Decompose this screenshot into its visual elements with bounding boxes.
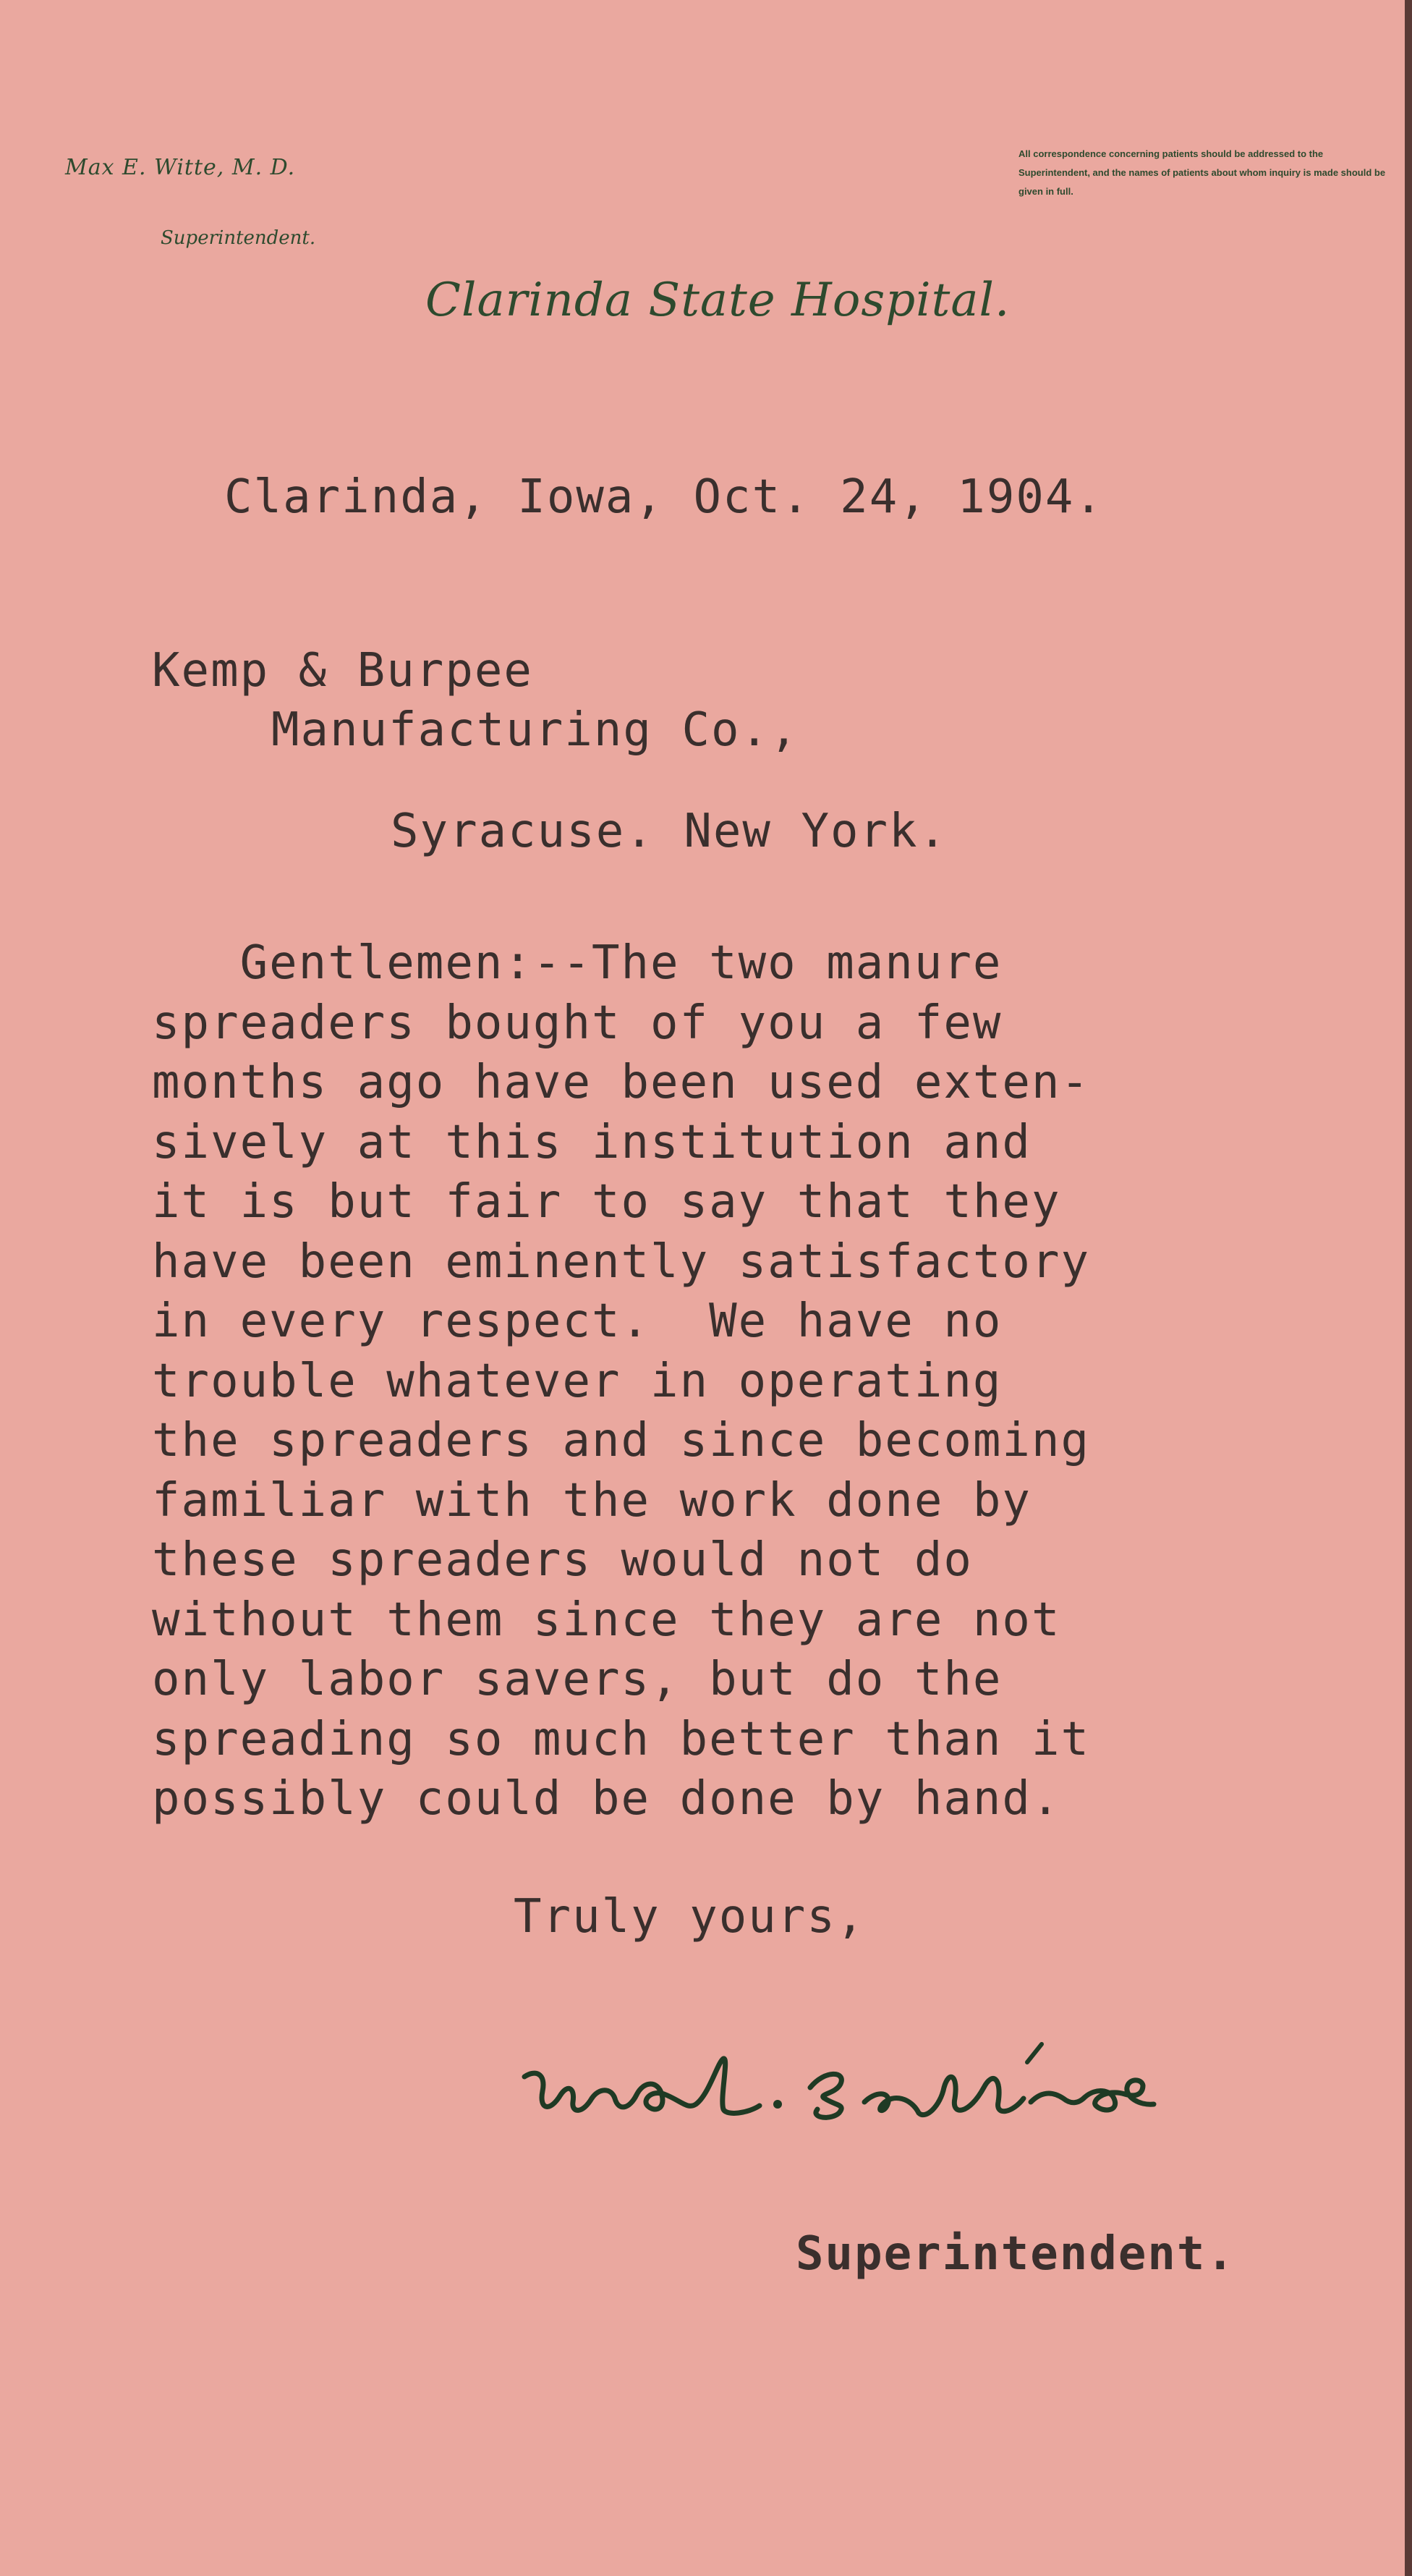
body-line: possibly could be done by hand. [152, 1772, 1061, 1826]
correspondence-notice: All correspondence concerning patients should be addressed to the Superintendent, and the names of patients about whom inquiry is made should be given in full. [1018, 148, 1386, 197]
body-line: sively at this institution and [152, 1115, 1032, 1169]
closing: Truly yours, [514, 1890, 866, 1944]
address-line-3: Syracuse. New York. [391, 805, 948, 858]
body-line: these spreaders would not do [152, 1533, 973, 1587]
letterhead-name: Max E. Witte, M. D. [65, 155, 296, 180]
body-line: familiar with the work done by [152, 1473, 1032, 1528]
body-line: months ago have been used exten- [152, 1056, 1090, 1109]
letterhead-title: Superintendent. [161, 227, 316, 249]
letter-body [152, 933, 1382, 1829]
body-line: without them since they are not [152, 1593, 1061, 1647]
body-line: Gentlemen:--The two manure [152, 936, 1003, 990]
address-line-2: Manufacturing Co., [271, 703, 799, 757]
signer-title: Superintendent. [796, 2227, 1236, 2281]
body-line: it is but fair to say that they [152, 1175, 1061, 1229]
address-line-1: Kemp & Burpee [152, 644, 533, 698]
body-line: spreading so much better than it [152, 1712, 1090, 1766]
handwritten-signature [506, 2019, 1374, 2164]
body-line: spreaders bought of you a few [152, 996, 1003, 1050]
date-line: Clarinda, Iowa, Oct. 24, 1904. [224, 470, 1104, 524]
body-line: the spreaders and since becoming [152, 1414, 1090, 1467]
letterhead-hospital: Clarinda State Hospital. [425, 274, 1011, 327]
body-line: have been eminently satisfactory [152, 1234, 1090, 1289]
body-line: in every respect. We have no [152, 1295, 1003, 1348]
page-edge-shadow [1405, 0, 1412, 2576]
body-line: only labor savers, but do the [152, 1653, 1003, 1706]
body-line: trouble whatever in operating [152, 1354, 1003, 1408]
